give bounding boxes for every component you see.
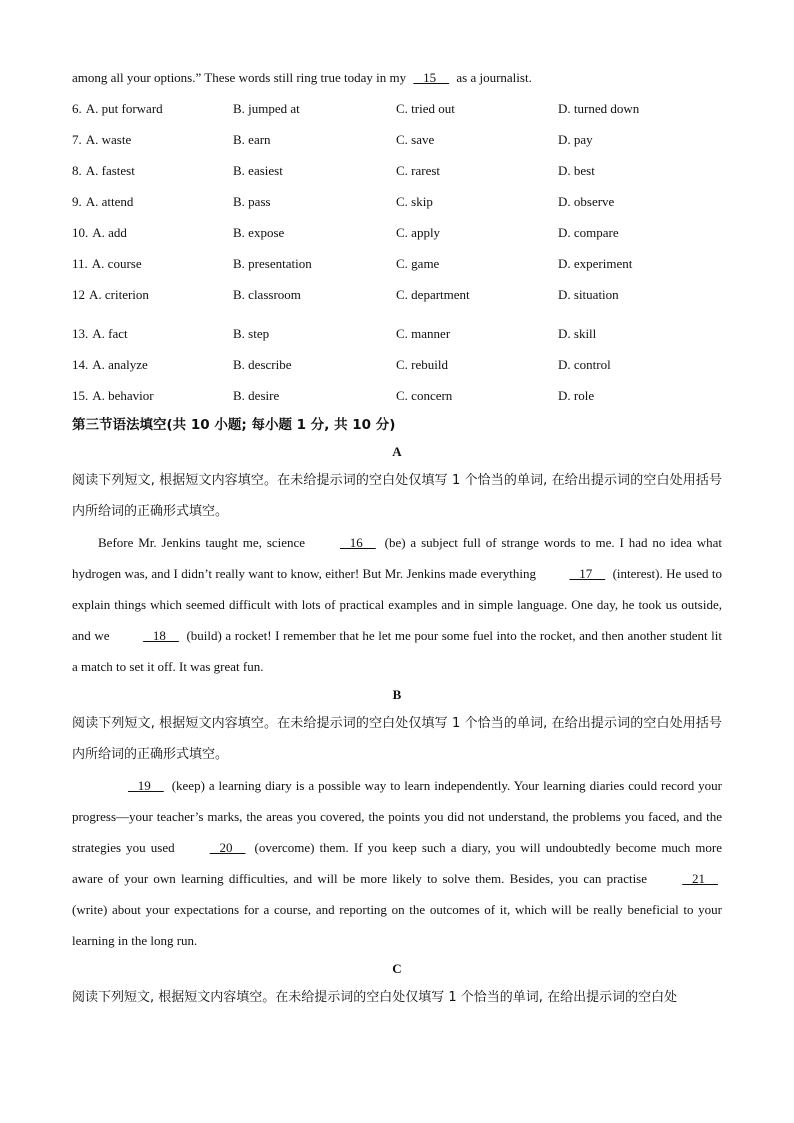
question-row (72, 318, 722, 349)
exam-page (72, 62, 722, 1013)
option-c (396, 217, 440, 248)
option-text: B. desire (233, 388, 280, 403)
option-text: D. experiment (558, 256, 633, 271)
passage-c-label: C (392, 961, 402, 976)
question-row (72, 155, 722, 186)
option-text: D. control (558, 357, 611, 372)
option-d (558, 217, 619, 248)
option-text: A. fastest (85, 163, 135, 178)
option-b (233, 93, 300, 124)
option-d (558, 186, 614, 217)
option-text: C. save (396, 132, 435, 147)
option-text: D. role (558, 388, 595, 403)
option-b (233, 124, 271, 155)
option-text: B. presentation (233, 256, 312, 271)
blank-16: 16 (339, 535, 376, 550)
question-number: 15. (72, 388, 89, 403)
option-text: A. behavior (92, 388, 154, 403)
option-text: D. observe (558, 194, 615, 209)
option-d (558, 155, 595, 186)
option-d (558, 279, 619, 310)
option-b (233, 186, 271, 217)
passage-c-instruction: 阅读下列短文, 根据短文内容填空。在未给提示词的空白处仅填写 1 个恰当的单词, 在给出提示词的空白处 (72, 990, 678, 1005)
option-d (558, 124, 593, 155)
option-c (396, 349, 448, 380)
option-c (396, 279, 470, 310)
option-text: D. skill (558, 326, 597, 341)
option-text: C. rarest (396, 163, 441, 178)
passage-b-instruction: 阅读下列短文, 根据短文内容填空。在未给提示词的空白处仅填写 1 个恰当的单词, 在给出提示词的空白处用括号内所给词的正确形式填空。 (72, 716, 722, 762)
question-number: 9. (72, 194, 82, 209)
option-text: C. concern (396, 388, 453, 403)
option-d (558, 318, 596, 349)
option-text: A. put forward (85, 101, 163, 116)
option-c (396, 248, 439, 279)
passage-a-text: Before Mr. Jenkins taught me, science 16 (be) a subject full of strange words to me. I had no idea what hydrogen was, and I didn’t really want to know, either! But Mr. Jenkins made everything 17 (interest). He used to explain things which seemed difficult with lots of practical examples and in simple language. One day, he took us outside, and we 18 (build) a rocket! I remember that he let me pour some fuel into the rocket, and then another student lit a match to set it off. It was great fun. (72, 527, 722, 682)
question-row (72, 279, 722, 310)
option-text: C. apply (396, 225, 441, 240)
question-number: 14. (72, 357, 89, 372)
question-row (72, 217, 722, 248)
option-a (72, 248, 142, 279)
option-d (558, 248, 632, 279)
option-text: A. analyze (92, 357, 148, 372)
option-a (72, 318, 128, 349)
option-b (233, 380, 279, 411)
passage-b-text: 19 (keep) a learning diary is a possible way to learn independently. Your learning diaries could record your progress—your teacher’s marks, the areas you covered, the points you did not understand, the problems you faced, and the strategies you used 20 (overcome) them. If you keep such a diary, you will undoubtedly become much more aware of your own learning difficulties, and will be more likely to solve them. Besides, you can practise 21 (write) about your expectations for a course, and reporting on the outcomes of it, which will be really beneficial to your learning in the long run. (72, 770, 722, 956)
option-c (396, 124, 434, 155)
option-text: D. best (558, 163, 595, 178)
option-b (233, 248, 312, 279)
blank-21: 21 (682, 871, 718, 886)
option-a (72, 186, 133, 217)
intro-line: among all your options.” These words still ring true today in my 15 as a journalist. (72, 62, 722, 93)
option-b (233, 318, 269, 349)
blank-17: 17 (569, 566, 606, 581)
question-number: 13. (72, 326, 89, 341)
question-number: 12 (72, 287, 85, 302)
option-text: A. fact (92, 326, 128, 341)
option-a (72, 279, 149, 310)
option-text: C. game (396, 256, 440, 271)
option-text: A. course (91, 256, 142, 271)
option-d (558, 380, 594, 411)
passage-b-label: B (392, 687, 402, 702)
option-d (558, 349, 611, 380)
option-text: D. turned down (558, 101, 640, 116)
option-c (396, 93, 455, 124)
question-row (72, 248, 722, 279)
option-c (396, 318, 450, 349)
question-row (72, 93, 722, 124)
option-text: B. describe (233, 357, 292, 372)
question-number: 10. (72, 225, 89, 240)
option-b (233, 217, 284, 248)
option-d (558, 93, 639, 124)
passage-a-instruction: 阅读下列短文, 根据短文内容填空。在未给提示词的空白处仅填写 1 个恰当的单词, 在给出提示词的空白处用括号内所给词的正确形式填空。 (72, 473, 722, 519)
option-a (72, 155, 135, 186)
option-a (72, 93, 163, 124)
option-text: B. pass (233, 194, 271, 209)
option-text: B. expose (233, 225, 285, 240)
option-text: C. skip (396, 194, 433, 209)
option-b (233, 155, 283, 186)
option-text: A. criterion (89, 287, 149, 302)
option-text: D. compare (558, 225, 619, 240)
blank-18: 18 (143, 628, 179, 643)
question-number: 11. (72, 256, 88, 271)
blank-15: 15 (413, 70, 450, 85)
question-number: 6. (72, 101, 82, 116)
question-row (72, 349, 722, 380)
option-b (233, 349, 291, 380)
question-number: 8. (72, 163, 82, 178)
option-text: B. jumped at (233, 101, 300, 116)
option-text: C. rebuild (396, 357, 448, 372)
option-a (72, 349, 148, 380)
option-text: A. attend (85, 194, 134, 209)
option-text: B. step (233, 326, 270, 341)
section-title: 第三节语法填空(共 10 小题; 每小题 1 分, 共 10 分) (72, 417, 396, 433)
option-a (72, 380, 154, 411)
option-text: D. situation (558, 287, 619, 302)
option-text: B. easiest (233, 163, 283, 178)
option-text: A. add (92, 225, 127, 240)
blank-20: 20 (209, 840, 246, 855)
option-text: B. classroom (233, 287, 301, 302)
option-text: C. tried out (396, 101, 455, 116)
question-row (72, 380, 722, 411)
option-c (396, 155, 440, 186)
option-a (72, 217, 127, 248)
option-c (396, 380, 452, 411)
question-number: 7. (72, 132, 82, 147)
option-text: C. department (396, 287, 470, 302)
option-text: D. pay (558, 132, 593, 147)
option-text: A. waste (85, 132, 132, 147)
blank-19: 19 (128, 778, 164, 793)
question-list (72, 93, 722, 411)
question-row (72, 186, 722, 217)
question-row (72, 124, 722, 155)
option-text: B. earn (233, 132, 271, 147)
option-text: C. manner (396, 326, 451, 341)
option-a (72, 124, 131, 155)
passage-a-label: A (392, 444, 402, 459)
option-b (233, 279, 301, 310)
option-c (396, 186, 433, 217)
